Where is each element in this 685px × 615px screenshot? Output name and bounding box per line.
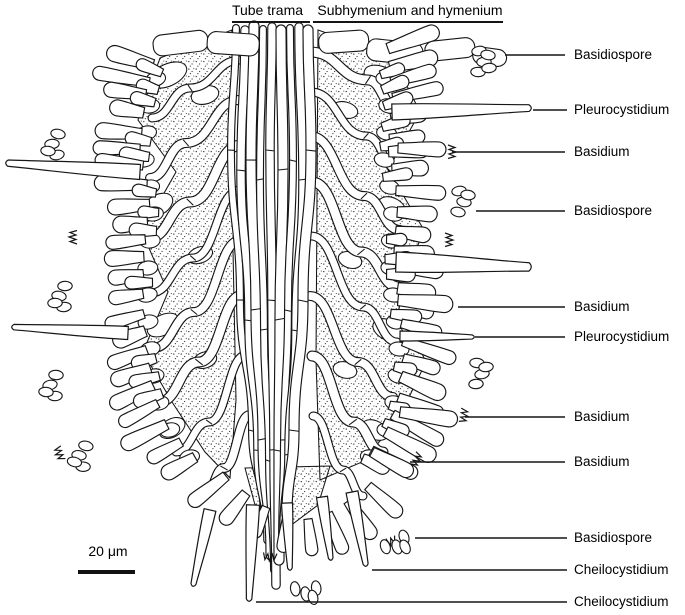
scale-bar-label: 20 μm (88, 543, 128, 559)
label-basidium-4: Basidium (574, 454, 630, 469)
tube-trama-title: Tube trama (231, 2, 304, 18)
label-basidium-1: Basidium (574, 144, 630, 159)
label-basidiospore-2: Basidiospore (574, 203, 653, 218)
subhymenium-underline (313, 21, 503, 23)
label-basidiospore-3: Basidiospore (574, 530, 653, 545)
label-pleurocystidium-2: Pleurocystidium (574, 329, 670, 344)
tube-trama-underline (232, 21, 310, 23)
subhymenium-title: Subhymenium and hymenium (317, 2, 503, 18)
label-cheilocystidium-2: Cheilocystidium (574, 594, 669, 609)
label-pleurocystidium-1: Pleurocystidium (574, 102, 670, 117)
label-basidiospore-1: Basidiospore (574, 47, 653, 62)
label-basidium-2: Basidium (574, 299, 630, 314)
label-basidium-3: Basidium (574, 409, 630, 424)
label-cheilocystidium-1: Cheilocystidium (574, 562, 669, 577)
scale-bar (78, 570, 135, 574)
